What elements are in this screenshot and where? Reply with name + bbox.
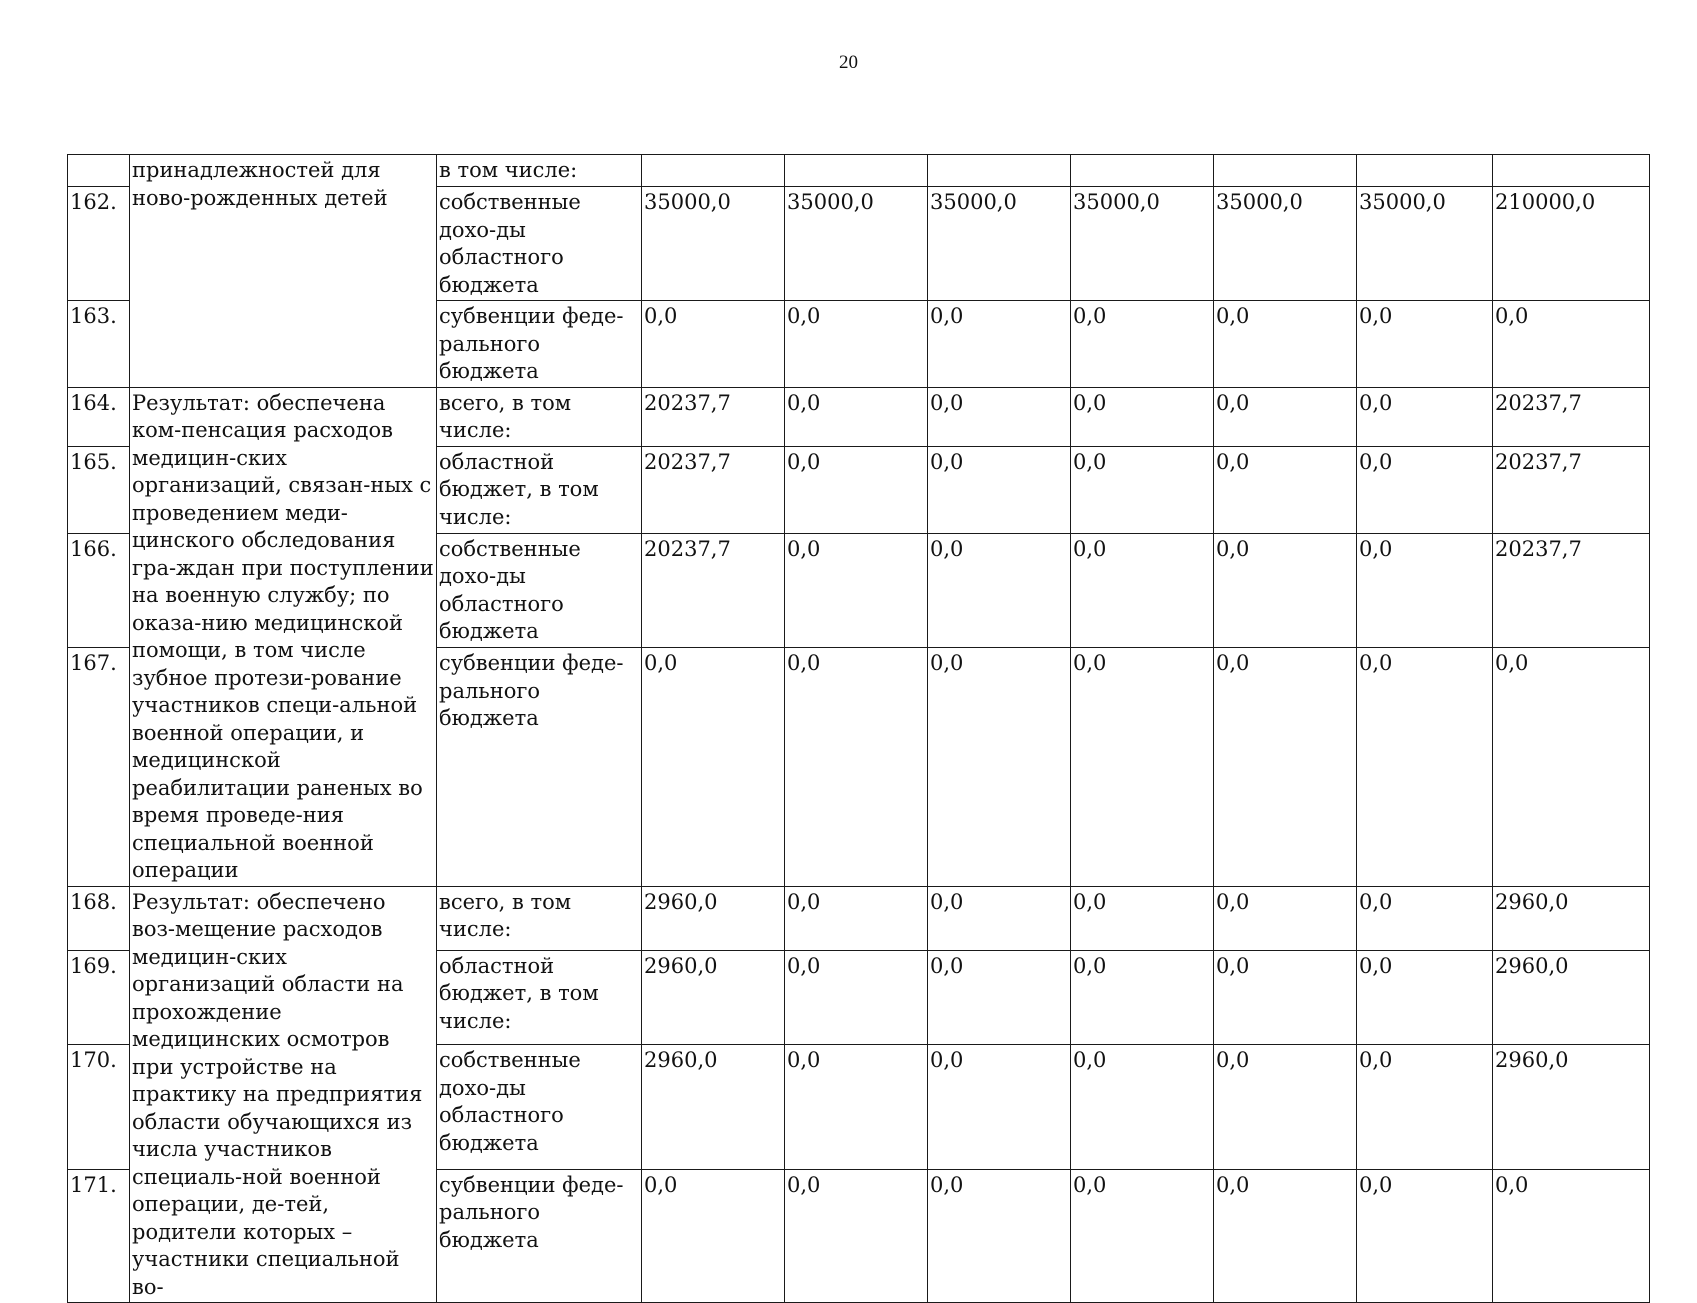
result-description: принадлежностей для ново-рожденных детей <box>130 155 437 388</box>
year-value-cell: 0,0 <box>1071 648 1214 886</box>
year-value-cell: 0,0 <box>785 886 928 950</box>
funding-source: всего, в том числе: <box>437 387 642 446</box>
year-value-cell: 0,0 <box>1071 387 1214 446</box>
year-value-cell: 2960,0 <box>642 886 785 950</box>
year-value-cell: 0,0 <box>1357 950 1493 1044</box>
year-value-cell: 0,0 <box>1357 301 1493 388</box>
funding-source: собственные дохо-ды областного бюджета <box>437 533 642 648</box>
row-number: 168. <box>68 886 130 950</box>
table-row <box>68 387 1650 446</box>
year-value-cell: 0,0 <box>785 1169 928 1302</box>
year-value-cell: 2960,0 <box>642 1045 785 1169</box>
year-value-cell: 0,0 <box>642 1169 785 1302</box>
year-value-cell <box>1071 155 1214 187</box>
total-value-cell: 20237,7 <box>1493 446 1650 533</box>
year-value-cell: 2960,0 <box>642 950 785 1044</box>
total-value-cell: 2960,0 <box>1493 886 1650 950</box>
year-value-cell: 0,0 <box>1214 886 1357 950</box>
funding-source: субвенции феде-рального бюджета <box>437 301 642 388</box>
year-value-cell: 0,0 <box>928 301 1071 388</box>
row-number: 165. <box>68 446 130 533</box>
year-value-cell: 0,0 <box>1071 950 1214 1044</box>
year-value-cell: 0,0 <box>1357 648 1493 886</box>
year-value-cell: 0,0 <box>1357 1169 1493 1302</box>
year-value-cell <box>642 155 785 187</box>
year-value-cell: 0,0 <box>1071 533 1214 648</box>
result-description: Результат: обеспечено воз-мещение расходов медицин-ских организаций области на прохождение медицинских осмотров при устройстве на практику на предприятия области обучающихся из числа участников специаль-ной военной операции, де-тей, родители которых – участники специальной во- <box>130 886 437 1303</box>
year-value-cell: 0,0 <box>928 446 1071 533</box>
year-value-cell: 0,0 <box>1357 387 1493 446</box>
table-row <box>68 155 1650 187</box>
page-number: 20 <box>839 52 858 73</box>
funding-source: областной бюджет, в том числе: <box>437 446 642 533</box>
row-number: 167. <box>68 648 130 886</box>
total-value-cell: 0,0 <box>1493 648 1650 886</box>
row-number: 170. <box>68 1045 130 1169</box>
year-value-cell: 0,0 <box>928 1169 1071 1302</box>
total-value-cell <box>1493 155 1650 187</box>
year-value-cell <box>1214 155 1357 187</box>
year-value-cell: 0,0 <box>785 446 928 533</box>
year-value-cell: 35000,0 <box>1071 187 1214 301</box>
year-value-cell: 0,0 <box>785 1045 928 1169</box>
year-value-cell <box>785 155 928 187</box>
year-value-cell: 0,0 <box>785 648 928 886</box>
row-number: 171. <box>68 1169 130 1302</box>
year-value-cell: 35000,0 <box>928 187 1071 301</box>
year-value-cell: 0,0 <box>1214 648 1357 886</box>
total-value-cell: 210000,0 <box>1493 187 1650 301</box>
funding-source: областной бюджет, в том числе: <box>437 950 642 1044</box>
year-value-cell: 0,0 <box>1214 1169 1357 1302</box>
result-description: Результат: обеспечена ком-пенсация расходов медицин-ских организаций, связан-ных с проведением меди-цинского обследования гра-ждан при поступлении на военную службу; по оказа-нию медицинской помощи, в том числе зубное протези-рование участников специ-альной военной операции, и медицинской реабилитации раненых во время проведе-ния специальной военной операции <box>130 387 437 886</box>
year-value-cell: 0,0 <box>1214 950 1357 1044</box>
year-value-cell: 0,0 <box>1071 446 1214 533</box>
year-value-cell: 0,0 <box>1071 1169 1214 1302</box>
funding-source: собственные дохо-ды областного бюджета <box>437 187 642 301</box>
year-value-cell: 0,0 <box>642 648 785 886</box>
year-value-cell: 35000,0 <box>785 187 928 301</box>
year-value-cell: 20237,7 <box>642 533 785 648</box>
year-value-cell: 0,0 <box>928 648 1071 886</box>
year-value-cell: 0,0 <box>642 301 785 388</box>
year-value-cell: 35000,0 <box>1214 187 1357 301</box>
year-value-cell: 35000,0 <box>642 187 785 301</box>
row-number: 169. <box>68 950 130 1044</box>
total-value-cell: 0,0 <box>1493 1169 1650 1302</box>
row-number <box>68 155 130 187</box>
year-value-cell <box>1357 155 1493 187</box>
year-value-cell: 0,0 <box>1071 1045 1214 1169</box>
year-value-cell: 0,0 <box>1214 387 1357 446</box>
total-value-cell: 20237,7 <box>1493 533 1650 648</box>
year-value-cell: 0,0 <box>1214 1045 1357 1169</box>
year-value-cell: 0,0 <box>785 387 928 446</box>
funding-source: всего, в том числе: <box>437 886 642 950</box>
row-number: 164. <box>68 387 130 446</box>
year-value-cell <box>928 155 1071 187</box>
funding-source: в том числе: <box>437 155 642 187</box>
funding-source: субвенции феде-рального бюджета <box>437 648 642 886</box>
year-value-cell: 0,0 <box>1357 446 1493 533</box>
year-value-cell: 0,0 <box>928 950 1071 1044</box>
total-value-cell: 0,0 <box>1493 301 1650 388</box>
year-value-cell: 0,0 <box>1214 446 1357 533</box>
year-value-cell: 0,0 <box>928 1045 1071 1169</box>
year-value-cell: 0,0 <box>1357 1045 1493 1169</box>
year-value-cell: 0,0 <box>785 533 928 648</box>
year-value-cell: 20237,7 <box>642 446 785 533</box>
row-number: 166. <box>68 533 130 648</box>
year-value-cell: 0,0 <box>1071 886 1214 950</box>
year-value-cell: 0,0 <box>785 301 928 388</box>
year-value-cell: 0,0 <box>1357 886 1493 950</box>
funding-source: субвенции феде-рального бюджета <box>437 1169 642 1302</box>
funding-source: собственные дохо-ды областного бюджета <box>437 1045 642 1169</box>
budget-table <box>67 154 1650 1303</box>
row-number: 162. <box>68 187 130 301</box>
year-value-cell: 0,0 <box>785 950 928 1044</box>
table-row <box>68 886 1650 950</box>
year-value-cell: 0,0 <box>928 886 1071 950</box>
row-number: 163. <box>68 301 130 388</box>
year-value-cell: 35000,0 <box>1357 187 1493 301</box>
year-value-cell: 0,0 <box>1071 301 1214 388</box>
year-value-cell: 0,0 <box>928 533 1071 648</box>
total-value-cell: 20237,7 <box>1493 387 1650 446</box>
year-value-cell: 0,0 <box>928 387 1071 446</box>
total-value-cell: 2960,0 <box>1493 1045 1650 1169</box>
year-value-cell: 0,0 <box>1214 533 1357 648</box>
total-value-cell: 2960,0 <box>1493 950 1650 1044</box>
year-value-cell: 20237,7 <box>642 387 785 446</box>
year-value-cell: 0,0 <box>1357 533 1493 648</box>
year-value-cell: 0,0 <box>1214 301 1357 388</box>
